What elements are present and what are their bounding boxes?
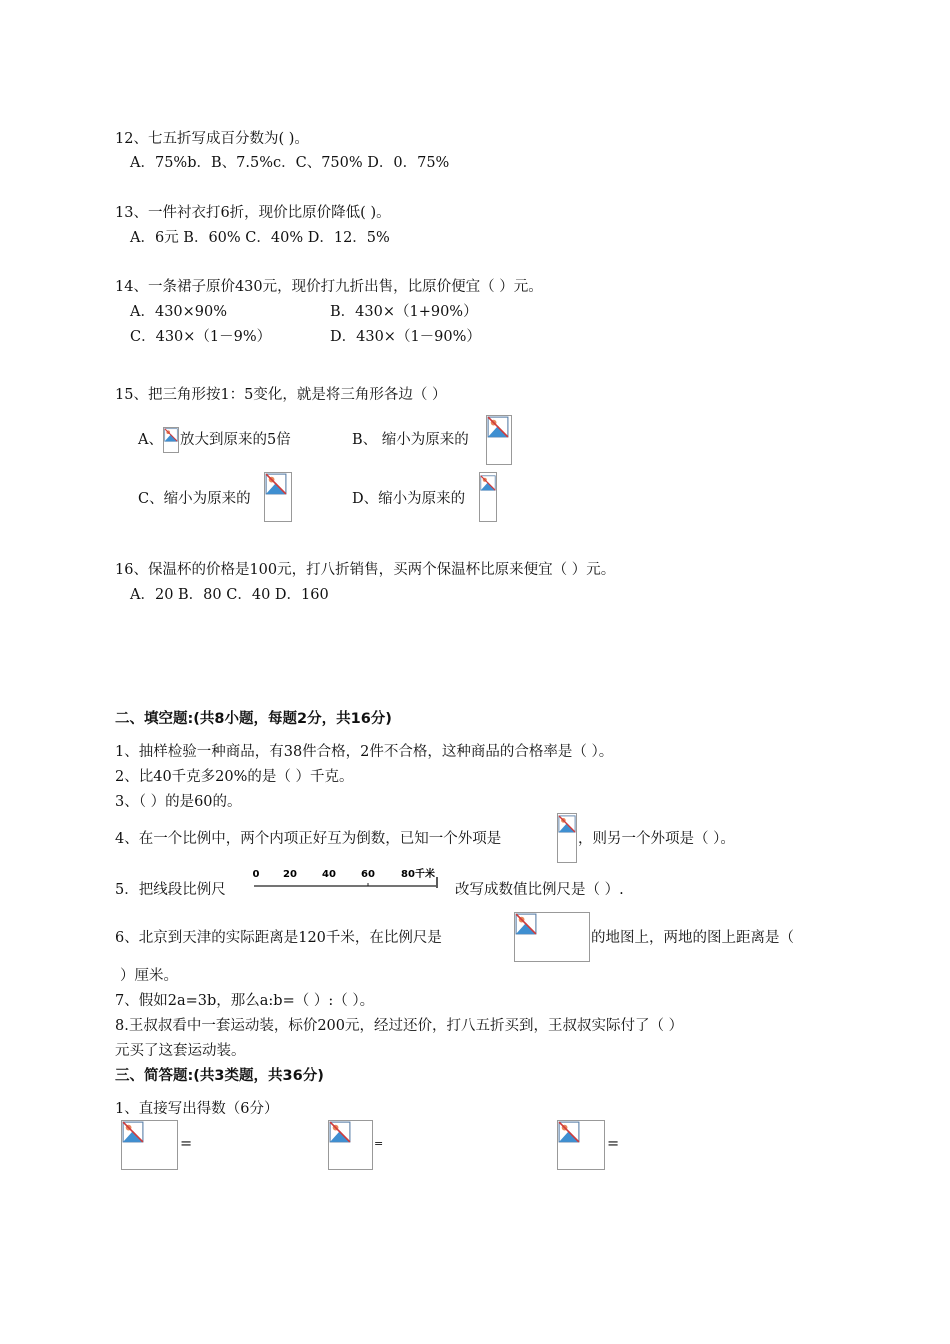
scale-label: 40 [322, 869, 336, 880]
section-fill-heading: 二、填空题:(共8小题，每题2分，共16分) [115, 711, 392, 727]
fill-q7: 7、假如2a=3b，那么a:b=（ ）:（ ）。 [115, 993, 375, 1009]
broken-image-icon [328, 1120, 373, 1170]
scale-label: 0 [252, 869, 260, 880]
fill-q4-part2: ，则另一个外项是（ ）。 [578, 831, 735, 847]
q16-options: A．20 B．80 C．40 D．160 [130, 587, 329, 603]
q15-option-a-text: 放大到原来的5倍 [180, 432, 291, 448]
fill-q6-part2: 的地图上，两地的图上距离是（ [591, 930, 794, 946]
fill-q8-part2: 元买了这套运动装。 [115, 1043, 246, 1059]
q12-stem: 12、七五折写成百分数为( )。 [115, 131, 309, 147]
broken-image-icon [163, 427, 179, 453]
q14-option-a: A．430×90% [130, 304, 228, 320]
fill-q6-part3: ）厘米。 [120, 968, 178, 984]
q13-stem: 13、一件衬衣打6折，现价比原价降低( )。 [115, 205, 391, 221]
fill-q2: 2、比40千克多20%的是（ ）千克。 [115, 769, 354, 785]
q15-stem: 15、把三角形按1：5变化，就是将三角形各边（ ） [115, 387, 447, 403]
fill-q4-part1: 4、在一个比例中，两个内项正好互为倒数，已知一个外项是 [115, 831, 502, 847]
broken-image-icon [479, 472, 497, 522]
q14-option-d: D．430×（1－90%） [330, 329, 481, 345]
q16-stem: 16、保温杯的价格是100元，打八折销售，买两个保温杯比原来便宜（ ）元。 [115, 562, 616, 578]
q15-option-b: B、 缩小为原来的 [352, 432, 469, 448]
fill-q6-part1: 6、北京到天津的实际距离是120千米，在比例尺是 [115, 930, 442, 946]
fill-q5-part1: 5．把线段比例尺 [115, 882, 226, 898]
equals-sign: = [180, 1136, 193, 1152]
scale-label: 80千米 [401, 869, 435, 880]
fill-q5-part2: 改写成数值比例尺是（ ）. [455, 882, 624, 898]
scale-label: 60 [361, 869, 375, 880]
q14-option-c: C．430×（1－9%） [130, 329, 272, 345]
broken-image-icon [486, 415, 512, 465]
q15-option-c: C、缩小为原来的 [138, 491, 251, 507]
q15-option-d: D、缩小为原来的 [352, 491, 466, 507]
equals-sign: = [607, 1136, 620, 1152]
line-scale-ruler [246, 864, 446, 896]
fill-q1: 1、抽样检验一种商品，有38件合格，2件不合格，这种商品的合格率是（ ）。 [115, 744, 614, 760]
q15-option-a-prefix: A、 [138, 432, 163, 448]
broken-image-icon [514, 912, 590, 962]
q14-option-b: B．430×（1+90%） [330, 304, 478, 320]
fill-q3: 3、（ ）的是60的。 [115, 794, 242, 810]
scale-label: 20 [283, 869, 297, 880]
section-short-heading: 三、简答题:(共3类题，共36分) [115, 1068, 324, 1084]
q13-options: A．6元 B．60% C．40% D．12．5% [130, 230, 390, 246]
q14-stem: 14、一条裙子原价430元，现价打九折出售，比原价便宜（ ）元。 [115, 279, 543, 295]
q12-options: A．75%b．B、7.5%c．C、750% D．0．75% [130, 155, 450, 171]
fill-q8-part1: 8.王叔叔看中一套运动装，标价200元，经过还价，打八五折买到，王叔叔实际付了（ ） [115, 1018, 684, 1034]
broken-image-icon [557, 813, 577, 863]
broken-image-icon [557, 1120, 605, 1170]
short-q1: 1、直接写出得数（6分） [115, 1101, 279, 1117]
broken-image-icon [121, 1120, 178, 1170]
equals-sign: = [374, 1137, 384, 1150]
broken-image-icon [264, 472, 292, 522]
